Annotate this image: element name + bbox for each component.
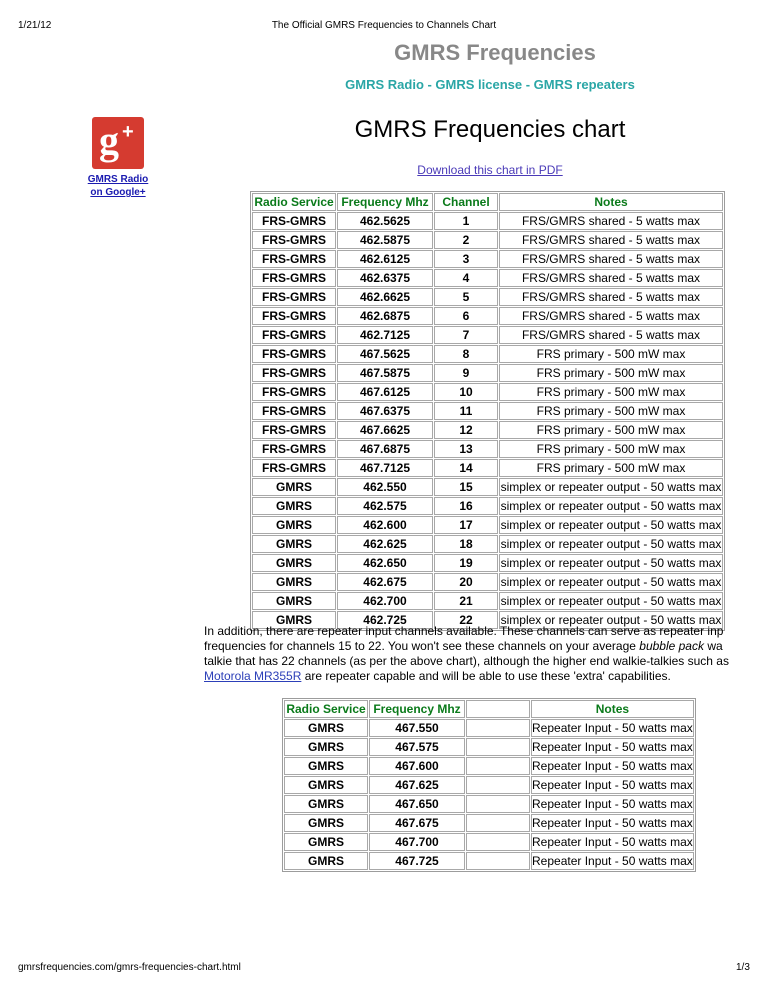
repeater-table-cell: Repeater Input - 50 watts max	[532, 759, 693, 773]
table-row	[252, 459, 723, 477]
repeater-table-cell: GMRS	[284, 795, 368, 813]
frequency-table-cell: GMRS	[252, 554, 336, 572]
frequency-table-cell: 12	[434, 421, 498, 439]
frequency-table-cell: GMRS	[252, 535, 336, 553]
chart-title: GMRS Frequencies chart	[354, 116, 626, 143]
footer-url: gmrsfrequencies.com/gmrs-frequencies-chart.html	[18, 962, 241, 973]
frequency-table-cell: FRS/GMRS shared - 5 watts max	[499, 231, 723, 249]
frequency-table-cell: simplex or repeater output - 50 watts max	[500, 613, 722, 627]
frequency-table-cell: GMRS	[252, 611, 336, 629]
site-title-text[interactable]: GMRS Frequencies	[394, 40, 596, 65]
frequency-table-cell: 462.6875	[337, 307, 433, 325]
paragraph-bubble-pack: bubble pack	[639, 639, 704, 653]
frequency-table-cell: simplex or repeater output - 50 watts max	[500, 556, 722, 570]
repeater-table-cell: GMRS	[284, 757, 368, 775]
google-plus-glyph: +	[122, 121, 134, 143]
frequency-table-cell: 462.725	[337, 611, 433, 629]
frequency-table-cell: FRS/GMRS shared - 5 watts max	[499, 269, 723, 287]
frequency-table-cell: simplex or repeater output - 50 watts max	[500, 499, 722, 513]
repeater-paragraph	[204, 624, 732, 684]
download-pdf-link[interactable]: Download this chart in PDF	[417, 163, 563, 177]
frequency-table-cell: GMRS	[252, 478, 336, 496]
frequency-table-cell: 462.675	[337, 573, 433, 591]
frequency-table-cell: 467.6625	[337, 421, 433, 439]
table-row	[252, 516, 723, 534]
site-nav[interactable]: GMRS Radio - GMRS license - GMRS repeaters	[345, 77, 635, 92]
frequency-table-cell: FRS primary - 500 mW max	[499, 402, 723, 420]
repeater-table-cell: 467.625	[369, 776, 465, 794]
frequency-table-cell: FRS/GMRS shared - 5 watts max	[499, 326, 723, 344]
frequency-table-cell: FRS-GMRS	[252, 421, 336, 439]
table-row	[252, 364, 723, 382]
table-row	[252, 440, 723, 458]
table-row	[252, 345, 723, 363]
frequency-table-cell: 462.6625	[337, 288, 433, 306]
repeater-table-cell: Repeater Input - 50 watts max	[532, 816, 693, 830]
footer-page-number: 1/3	[736, 962, 750, 973]
frequency-table-cell: 7	[434, 326, 498, 344]
frequency-table-cell: 9	[434, 364, 498, 382]
repeater-table-cell: Repeater Input - 50 watts max	[532, 854, 693, 868]
repeater-table-cell: 467.675	[369, 814, 465, 832]
table-row	[252, 212, 723, 230]
frequency-table-cell: FRS-GMRS	[252, 288, 336, 306]
frequency-table-cell: 21	[434, 592, 498, 610]
frequency-table-cell: 462.5625	[337, 212, 433, 230]
repeater-table-cell: Repeater Input - 50 watts max	[532, 835, 693, 849]
repeater-table-cell: GMRS	[284, 738, 368, 756]
repeater-table-cell: GMRS	[284, 852, 368, 870]
frequency-table-cell: 462.625	[337, 535, 433, 553]
frequency-table-cell: 462.650	[337, 554, 433, 572]
table-row	[284, 852, 694, 870]
repeater-table-cell: GMRS	[284, 776, 368, 794]
frequency-table-cell: FRS-GMRS	[252, 459, 336, 477]
frequency-table-cell: 2	[434, 231, 498, 249]
repeater-table-cell	[466, 814, 530, 832]
frequency-table-cell: 462.575	[337, 497, 433, 515]
frequency-table-cell: 17	[434, 516, 498, 534]
repeater-table-cell	[466, 776, 530, 794]
paragraph-line-4-text: are repeater capable and will be able to use these 'extra' capabilities.	[301, 669, 671, 683]
frequency-table-cell: GMRS	[252, 516, 336, 534]
table-row	[252, 383, 723, 401]
repeater-table-header-cell: Frequency Mhz	[369, 700, 465, 718]
paragraph-line-3: talkie that has 22 channels (as per the above chart), although the higher end walkie-talkies such as	[204, 654, 729, 668]
repeater-table-cell: Repeater Input - 50 watts max	[532, 721, 693, 735]
frequency-table-cell: 8	[434, 345, 498, 363]
frequency-table-cell: 467.6875	[337, 440, 433, 458]
print-date: 1/21/12	[18, 20, 52, 31]
frequency-table-cell: 19	[434, 554, 498, 572]
frequency-table-cell: GMRS	[252, 497, 336, 515]
frequency-table-cell: 467.5875	[337, 364, 433, 382]
table-row	[284, 814, 694, 832]
frequency-table-cell: GMRS	[252, 592, 336, 610]
frequency-table-cell: 6	[434, 307, 498, 325]
frequency-table-cell: 467.7125	[337, 459, 433, 477]
repeater-table-cell	[466, 757, 530, 775]
table-row	[284, 757, 694, 775]
frequency-table-cell: 4	[434, 269, 498, 287]
table-row	[252, 592, 723, 610]
paragraph-line-2-text-b: wa	[703, 639, 723, 653]
table-row	[252, 497, 723, 515]
table-row	[252, 573, 723, 591]
frequency-table-header-cell: Channel	[434, 193, 498, 211]
table-row	[252, 250, 723, 268]
table-row	[252, 402, 723, 420]
frequency-table-cell: FRS-GMRS	[252, 383, 336, 401]
repeater-table-cell: 467.650	[369, 795, 465, 813]
frequency-table-cell: simplex or repeater output - 50 watts max	[500, 480, 722, 494]
frequency-table-cell: FRS primary - 500 mW max	[499, 459, 723, 477]
frequency-table-header-cell: Radio Service	[252, 193, 336, 211]
frequency-table-cell: FRS/GMRS shared - 5 watts max	[499, 212, 723, 230]
repeater-table-header-cell: Radio Service	[284, 700, 368, 718]
frequency-table-cell: FRS-GMRS	[252, 440, 336, 458]
frequency-table-cell: 3	[434, 250, 498, 268]
frequency-table-cell: 467.6375	[337, 402, 433, 420]
repeater-table-cell: 467.725	[369, 852, 465, 870]
repeater-table-cell: 467.550	[369, 719, 465, 737]
repeater-table-cell: Repeater Input - 50 watts max	[532, 778, 693, 792]
table-row	[252, 478, 723, 496]
table-row	[252, 421, 723, 439]
paragraph-line-2	[204, 639, 732, 654]
repeater-table-cell	[466, 738, 530, 756]
table-row	[252, 307, 723, 325]
frequency-table-cell: simplex or repeater output - 50 watts max	[500, 518, 722, 532]
frequency-table-cell: FRS-GMRS	[252, 326, 336, 344]
frequency-table-cell: GMRS	[252, 573, 336, 591]
repeater-table-header-cell: Notes	[531, 700, 694, 718]
table-row	[252, 269, 723, 287]
site-title[interactable]	[0, 40, 768, 66]
repeater-table-cell: 467.600	[369, 757, 465, 775]
frequency-table-cell: 20	[434, 573, 498, 591]
table-row	[284, 776, 694, 794]
frequency-table-cell: simplex or repeater output - 50 watts max	[500, 594, 722, 608]
frequency-table-cell: 462.6125	[337, 250, 433, 268]
frequency-table-cell: FRS/GMRS shared - 5 watts max	[499, 288, 723, 306]
repeater-table-cell: GMRS	[284, 719, 368, 737]
repeater-table-cell	[466, 833, 530, 851]
repeater-input-table	[282, 698, 696, 872]
frequency-table-cell: FRS-GMRS	[252, 307, 336, 325]
frequency-table-cell: simplex or repeater output - 50 watts max	[500, 537, 722, 551]
frequency-table-cell: FRS-GMRS	[252, 402, 336, 420]
repeater-table-cell: GMRS	[284, 833, 368, 851]
table-row	[252, 326, 723, 344]
repeater-table-cell: GMRS	[284, 814, 368, 832]
frequency-table-cell: 15	[434, 478, 498, 496]
frequency-table	[250, 191, 725, 631]
paragraph-line-2-text-a: frequencies for channels 15 to 22. You won't see these channels on your average	[204, 639, 640, 653]
repeater-table-cell	[466, 852, 530, 870]
frequency-table-cell: 18	[434, 535, 498, 553]
frequency-table-cell: FRS-GMRS	[252, 212, 336, 230]
table-row	[284, 833, 694, 851]
repeater-table-cell	[466, 795, 530, 813]
motorola-mr355r-link[interactable]: Motorola MR355R	[204, 669, 302, 683]
frequency-table-cell: FRS-GMRS	[252, 250, 336, 268]
frequency-table-cell: FRS/GMRS shared - 5 watts max	[499, 307, 723, 325]
repeater-table-header-cell	[466, 700, 530, 718]
frequency-table-cell: 462.6375	[337, 269, 433, 287]
frequency-table-cell: 10	[434, 383, 498, 401]
frequency-table-cell: 467.5625	[337, 345, 433, 363]
table-row	[252, 535, 723, 553]
frequency-table-cell: FRS primary - 500 mW max	[499, 421, 723, 439]
frequency-table-cell: 16	[434, 497, 498, 515]
frequency-table-cell: 462.550	[337, 478, 433, 496]
print-doc-title: The Official GMRS Frequencies to Channels Chart	[271, 20, 497, 31]
frequency-table-header-row	[252, 193, 723, 211]
frequency-table-cell: FRS primary - 500 mW max	[499, 383, 723, 401]
frequency-table-header-cell: Frequency Mhz	[337, 193, 433, 211]
repeater-table-cell: Repeater Input - 50 watts max	[532, 740, 693, 754]
table-row	[252, 554, 723, 572]
frequency-table-cell: 462.5875	[337, 231, 433, 249]
repeater-table-cell	[466, 719, 530, 737]
frequency-table-cell: 22	[434, 611, 498, 629]
frequency-table-cell: 467.6125	[337, 383, 433, 401]
table-row	[252, 288, 723, 306]
frequency-table-cell: FRS primary - 500 mW max	[499, 440, 723, 458]
repeater-table-cell: 467.700	[369, 833, 465, 851]
frequency-table-cell: FRS primary - 500 mW max	[499, 345, 723, 363]
frequency-table-cell: 1	[434, 212, 498, 230]
repeater-table-cell: Repeater Input - 50 watts max	[532, 797, 693, 811]
table-row	[284, 719, 694, 737]
frequency-table-cell: FRS primary - 500 mW max	[499, 364, 723, 382]
frequency-table-cell: 462.700	[337, 592, 433, 610]
paragraph-line-1: In addition, there are repeater input channels available. These channels can serve as repeater inp	[204, 624, 724, 638]
paragraph-line-4	[204, 669, 732, 684]
repeater-table-header-row	[284, 700, 694, 718]
frequency-table-cell: 14	[434, 459, 498, 477]
frequency-table-cell: FRS-GMRS	[252, 345, 336, 363]
frequency-table-cell: 13	[434, 440, 498, 458]
table-row	[252, 231, 723, 249]
frequency-table-cell: FRS-GMRS	[252, 364, 336, 382]
google-plus-label-line2[interactable]: on Google+	[90, 187, 146, 198]
frequency-table-cell: 5	[434, 288, 498, 306]
frequency-table-cell: 462.7125	[337, 326, 433, 344]
google-g-glyph: g	[99, 118, 119, 163]
repeater-table-cell: 467.575	[369, 738, 465, 756]
frequency-table-header-cell: Notes	[499, 193, 723, 211]
frequency-table-cell: 11	[434, 402, 498, 420]
frequency-table-cell: 462.600	[337, 516, 433, 534]
frequency-table-cell: FRS-GMRS	[252, 231, 336, 249]
frequency-table-cell: FRS/GMRS shared - 5 watts max	[499, 250, 723, 268]
table-row	[284, 738, 694, 756]
frequency-table-cell: simplex or repeater output - 50 watts max	[500, 575, 722, 589]
google-plus-label-line1[interactable]: GMRS Radio	[87, 174, 149, 185]
table-row	[284, 795, 694, 813]
frequency-table-cell: FRS-GMRS	[252, 269, 336, 287]
